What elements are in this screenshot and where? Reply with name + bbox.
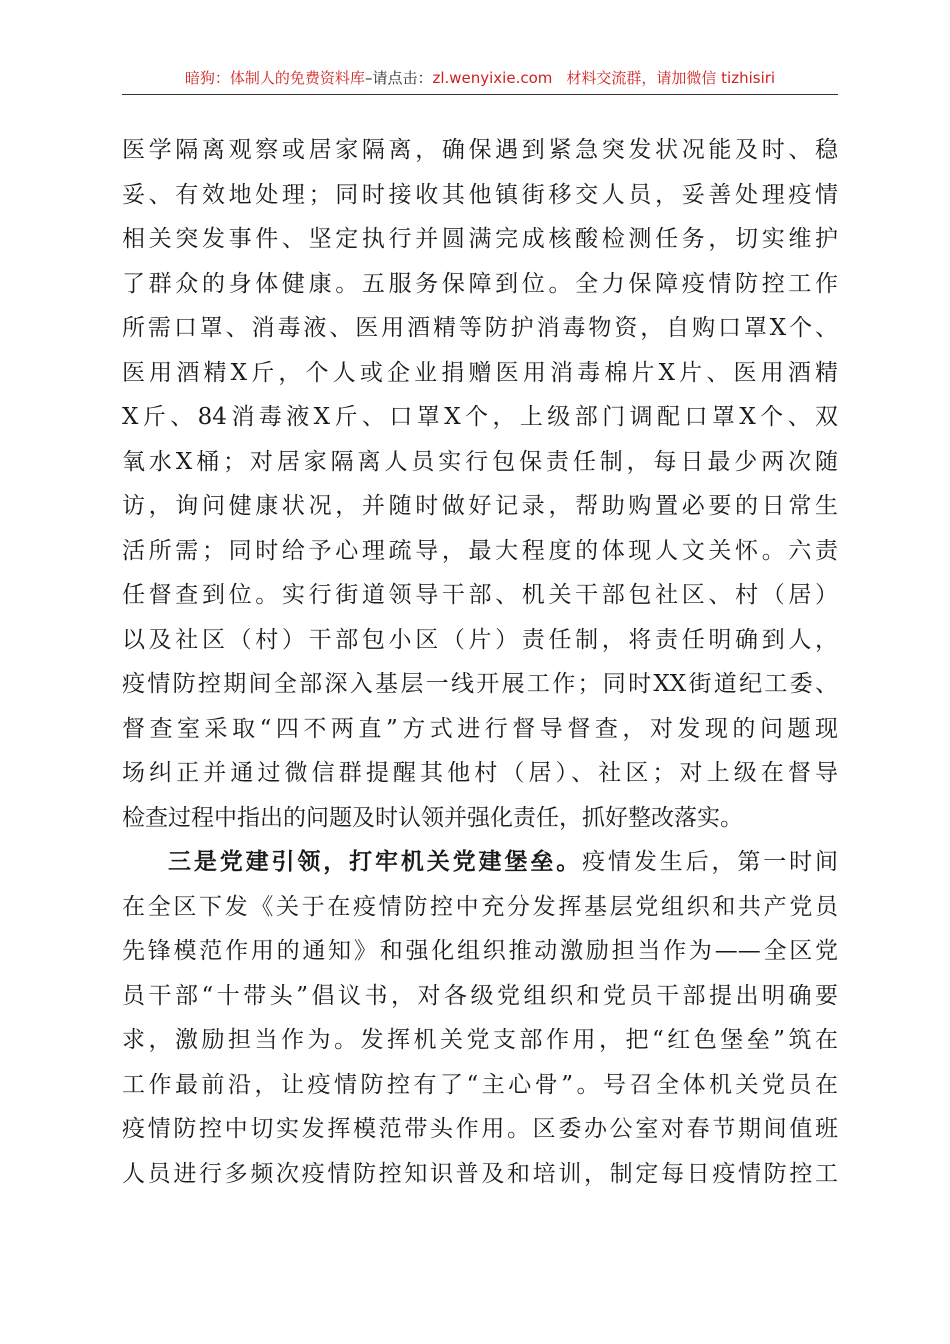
text-line: 了群众的身体健康。五服务保障到位。全力保障疫情防控工作 <box>122 270 838 297</box>
text-line: 工作最前沿，让疫情防控有了“主心骨”。号召全体机关党员在 <box>122 1071 838 1098</box>
text-line: 疫情防控期间全部深入基层一线开展工作；同时XX街道纪工委、 <box>122 671 838 697</box>
text-line: 妥、有效地处理；同时接收其他镇街移交人员，妥善处理疫情 <box>122 181 838 208</box>
text-line: X斤、84消毒液X斤、口罩X个，上级部门调配口罩X个、双 <box>122 404 838 430</box>
header-brand: 暗狗：体制人的免费资料库 <box>184 69 365 87</box>
text-line: 氧水X桶；对居家隔离人员实行包保责任制，每日最少两次随 <box>122 448 838 475</box>
header-link-prefix: –请点击： <box>364 69 433 87</box>
text-line: 所需口罩、消毒液、医用酒精等防护消毒物资，自购口罩X个、 <box>122 315 838 341</box>
text-line: 在全区下发《关于在疫情防控中充分发挥基层党组织和共产党员 <box>122 893 838 920</box>
text-line: 场纠正并通过微信群提醒其他村（居）、社区；对上级在督导 <box>122 760 838 786</box>
text-line: 疫情防控中切实发挥模范带头作用。区委办公室对春节期间值班 <box>122 1116 838 1142</box>
text-line: 活所需；同时给予心理疏导，最大程度的体现人文关怀。六责 <box>122 537 838 564</box>
text-line: 访，询问健康状况，并随时做好记录，帮助购置必要的日常生 <box>122 493 838 519</box>
text-line: 以及社区（村）干部包小区（片）责任制，将责任明确到人， <box>122 626 838 653</box>
header-link-url[interactable]: zl.wenyixie.com <box>432 69 553 87</box>
text-line: 先锋模范作用的通知》和强化组织推动激励担当作为——全区党 <box>122 938 838 964</box>
text-line: 督查室采取“四不两直”方式进行督导督查，对发现的问题现 <box>122 715 838 742</box>
section-3-heading: 三是党建引领，打牢机关党建堡垒。 <box>168 848 583 875</box>
text-line: 人员进行多频次疫情防控知识普及和培训，制定每日疫情防控工 <box>122 1160 838 1187</box>
document-body <box>122 128 838 1196</box>
text-line: 员干部“十带头”倡议书，对各级党组织和党员干部提出明确要 <box>122 982 838 1009</box>
text-line: 医用酒精X斤，个人或企业捐赠医用消毒棉片X片、医用酒精 <box>122 359 838 386</box>
text-line: 相关突发事件、坚定执行并圆满完成核酸检测任务，切实维护 <box>122 226 838 252</box>
text-line: 求，激励担当作为。发挥机关党支部作用，把“红色堡垒”筑在 <box>122 1027 838 1053</box>
page-header <box>122 62 838 95</box>
text-line: 任督查到位。实行街道领导干部、机关干部包社区、村（居） <box>122 582 838 608</box>
paragraph-last-line: 检查过程中指出的问题及时认领并强化责任，抓好整改落实。 <box>122 804 743 831</box>
text-line: 医学隔离观察或居家隔离，确保遇到紧急突发状况能及时、稳 <box>122 137 838 163</box>
section-3-first-line-text: 疫情发生后，第一时间 <box>582 849 838 875</box>
section-3-first-line <box>122 840 838 885</box>
header-contact: 材料交流群，请加微信 tizhisiri <box>566 69 776 87</box>
